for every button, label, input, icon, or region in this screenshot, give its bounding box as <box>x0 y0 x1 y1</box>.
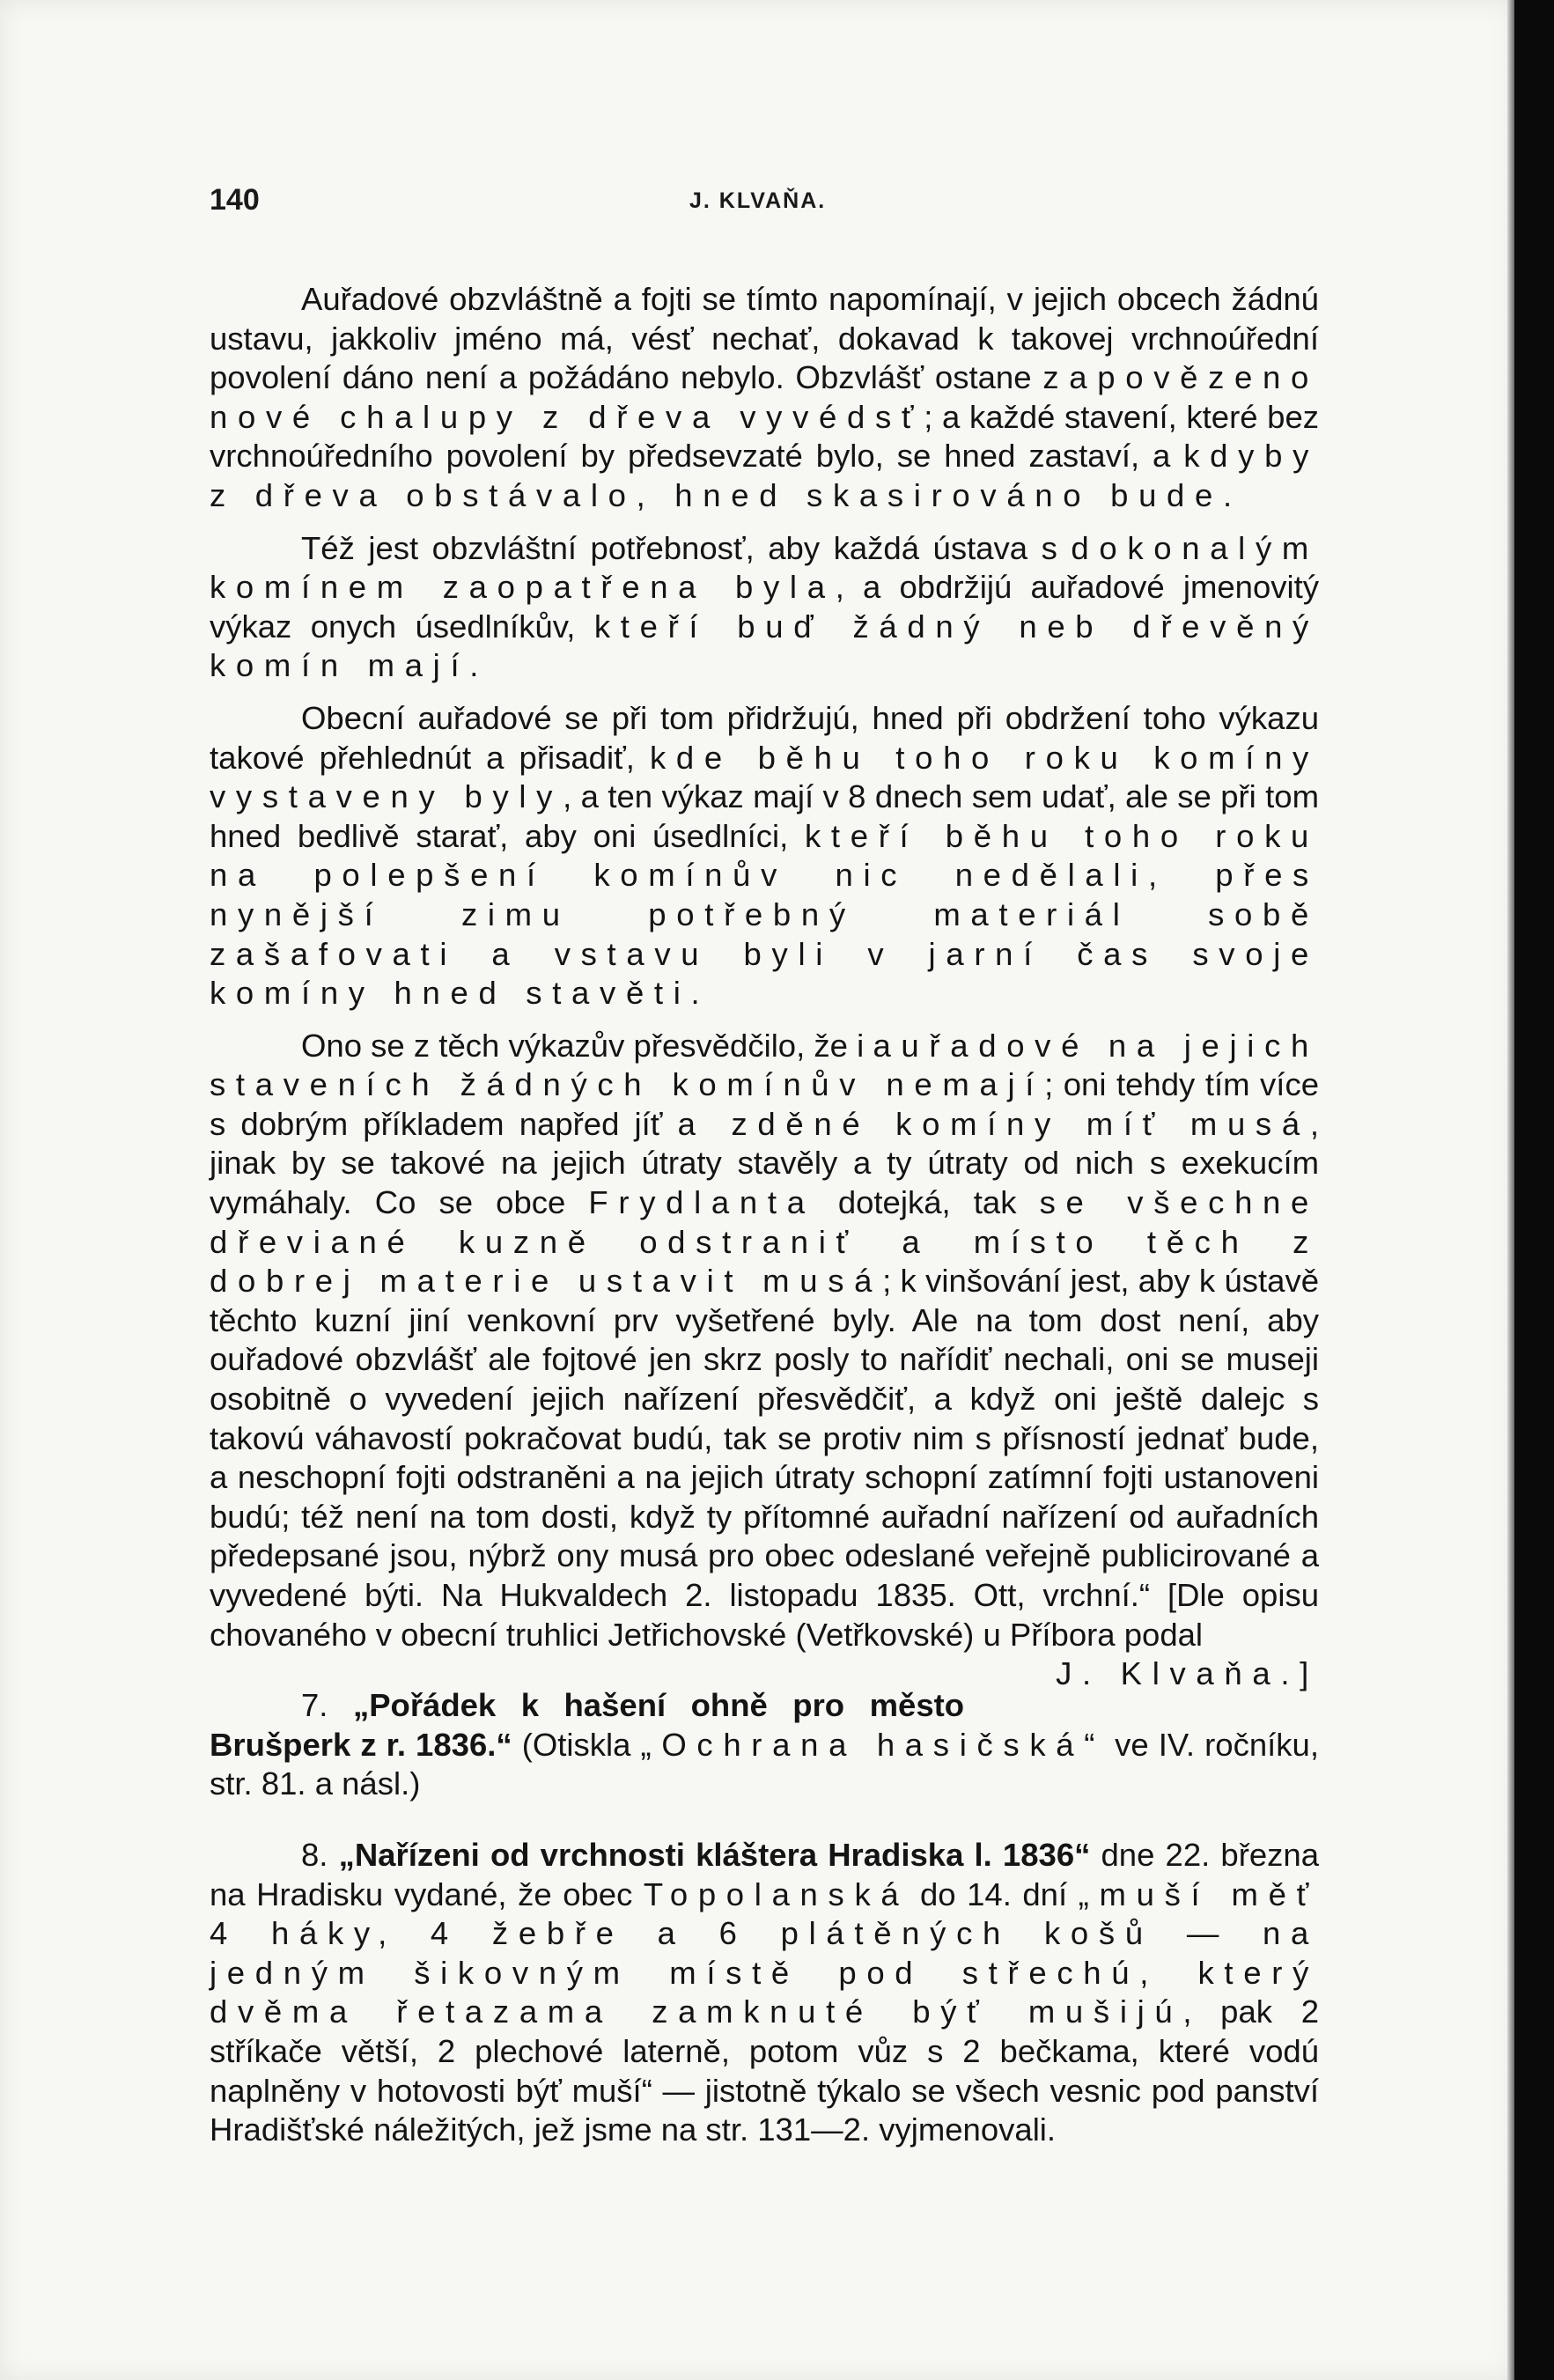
paragraph-6-title: „Nařízeni od vrchnosti kláštera Hradiska l. 1836“ <box>338 1836 1091 1873</box>
paragraph-4-spaced-f: Frydlanta <box>588 1184 815 1221</box>
paragraph-4-spaced-d: a zděné komíny míť musá <box>677 1105 1310 1142</box>
paragraph-4-spaced-b: auřadové na jejich staveních žádných komínův nemají <box>210 1027 1319 1103</box>
paragraph-4-text-i: ; k vinšování jest, aby k ústavě těchto kuzní jiní venkovní prv vyšetřené byly. Ale na tom dost není, aby ouřadové obzvlášť ale fojtové jen skrz posly to nařídiť nechali, oni se museji osobitně o vyvedení jejich nařízení přesvědčiť, a když oni ještě dalejc s takovú váhavostí pokračovat budú, tak se protiv nim s přísností jednať bude, a neschopní fojti odstraněni a na jejich útraty schopní zatímní fojti ustanoveni budú; též není na tom dosti, když ty přítomné auřadní nařízení od auřadních předepsané jsou, nýbrž ony musá pro obec odeslané veřejně publicirované a vyvedené býti. Na Hukvaldech 2. listopadu 1835. Ott, vrchní.“ [Dle opisu chovaného v obecní truhlici Jetřichovské (Vetřkovské) u Příbora podal <box>210 1263 1319 1653</box>
page-edge-shadow <box>1507 0 1514 2380</box>
paragraph-5-text-c: (Otiskla <box>512 1726 641 1763</box>
paragraph-6-text-e: do 14. dní <box>909 1875 1079 1912</box>
page-header <box>210 183 1319 227</box>
paragraph-3 <box>210 699 1319 1013</box>
running-head: J. KLVAŇA. <box>689 188 827 213</box>
paragraph-2-spaced-b: dokonalým komínem zaopatřena byla <box>210 529 1319 606</box>
paragraph-6-text-g: , pak 2 stříkače větší, 2 plechové laterně, potom vůz s 2 bečkama, které vodú naplněny v hotovosti býť muší“ — jistotně týkalo se všech vesnic pod panství Hradišťské náležitých, jež jsme na str. 131—2. vyjmenovali. <box>210 1993 1319 2148</box>
paragraph-4-spaced-h: se všechne dřeviané kuzně odstraniť a místo těch z dobrej materie ustavit musá <box>210 1184 1320 1300</box>
paragraph-6-text-c: dne 22. března na Hradisku vydané, že obec <box>210 1836 1319 1912</box>
paragraph-6-number: 8. <box>301 1836 339 1873</box>
paragraph-4-text-a: Ono se z těch výkazův přesvědčilo, že i <box>301 1027 873 1064</box>
paragraph-3-spaced-d: kteří běhu toho roku na polepšení komínův nic nedělali, přes nynější zimu potřebný materiál sobě zašafovati a vstavu byli v jarní čas svoje komíny hned stavěti. <box>210 817 1319 1012</box>
paragraph-4-text-c: ; oni tehdy tím více s dobrým příkladem napřed jíť <box>210 1066 1319 1142</box>
paragraph-1-text-c: ; a každé stavení, které bez vrchnoúředního povolení by předsevzaté bylo, se hned zastaví, a <box>210 398 1320 475</box>
paragraph-5-number: 7. <box>301 1687 353 1724</box>
paragraph-2-text-c: , a obdržijú auřadové jmenovitý výkaz onych úsedlníkův, <box>210 569 1319 645</box>
paragraph-3-spaced-b: kde běhu toho roku komíny vystaveny byly <box>210 739 1319 815</box>
paragraph-2 <box>210 529 1319 686</box>
paragraph-6 <box>210 1836 1319 2150</box>
paragraph-1 <box>210 280 1319 516</box>
paragraph-5-spaced-d: „Ochrana hasičská“ <box>640 1726 1106 1763</box>
paragraph-1-text-a: Auřadové obzvláštně a fojti se tímto napomínají, v jejich obcech žádnú ustavu, jakkoliv jméno má, vésť nechať, dokavad k takovej vrchnoúřední povolení dáno není a požádáno nebylo. Obzvlášť ostane <box>210 281 1319 396</box>
paragraph-1-spaced-b: zapovězeno nové chalupy z dřeva vyvédsť <box>210 359 1319 435</box>
paragraph-6-spaced-d: Topolanská <box>643 1875 910 1912</box>
paragraph-3-text-c: , a ten výkaz mají v 8 dnech sem udať, ale se při tom hned bedlivě starať, aby oni úsedlníci, <box>210 778 1320 854</box>
page-number: 140 <box>210 183 260 217</box>
paragraph-4-signature: J. Klvaňa.] <box>1056 1655 1319 1692</box>
paragraph-4-text-g: dotejká, tak <box>814 1184 1040 1221</box>
paragraph-5-title: „Pořádek k hašení ohně pro město Brušperk z r. 1836.“ <box>210 1687 965 1763</box>
paragraph-1-spaced-d: kdyby z dřeva obstávalo, hned skasirováno bude. <box>210 438 1319 513</box>
paragraph-4 <box>210 1027 1320 1692</box>
paragraph-4-text-e: , jinak by se takové na jejich útraty stavěly a ty útraty od nich s exekucím vymáhaly. Co se obce <box>210 1105 1319 1221</box>
paragraph-2-text-a: Též jest obzvláštní potřebnosť, aby každá ústava s <box>301 529 1072 566</box>
paragraph-2-spaced-d: kteří buď žádný neb dřevěný komín mají. <box>210 608 1319 684</box>
body-text <box>210 280 1319 2163</box>
paragraph-5-text-e: ve IV. ročníku, str. 81. a násl.) <box>210 1726 1319 1802</box>
paragraph-5 <box>210 1686 1319 1804</box>
paragraph-3-text-a: Obecní auřadové se při tom přidržujú, hned při obdržení toho výkazu takové přehlednút a přisadiť, <box>210 699 1319 776</box>
paragraph-6-spaced-f: „muší měť 4 háky, 4 žebře a 6 plátěných košů — na jedným šikovným místě pod střechú, který dvěma řetazama zamknuté býť mušijú <box>210 1875 1319 2030</box>
